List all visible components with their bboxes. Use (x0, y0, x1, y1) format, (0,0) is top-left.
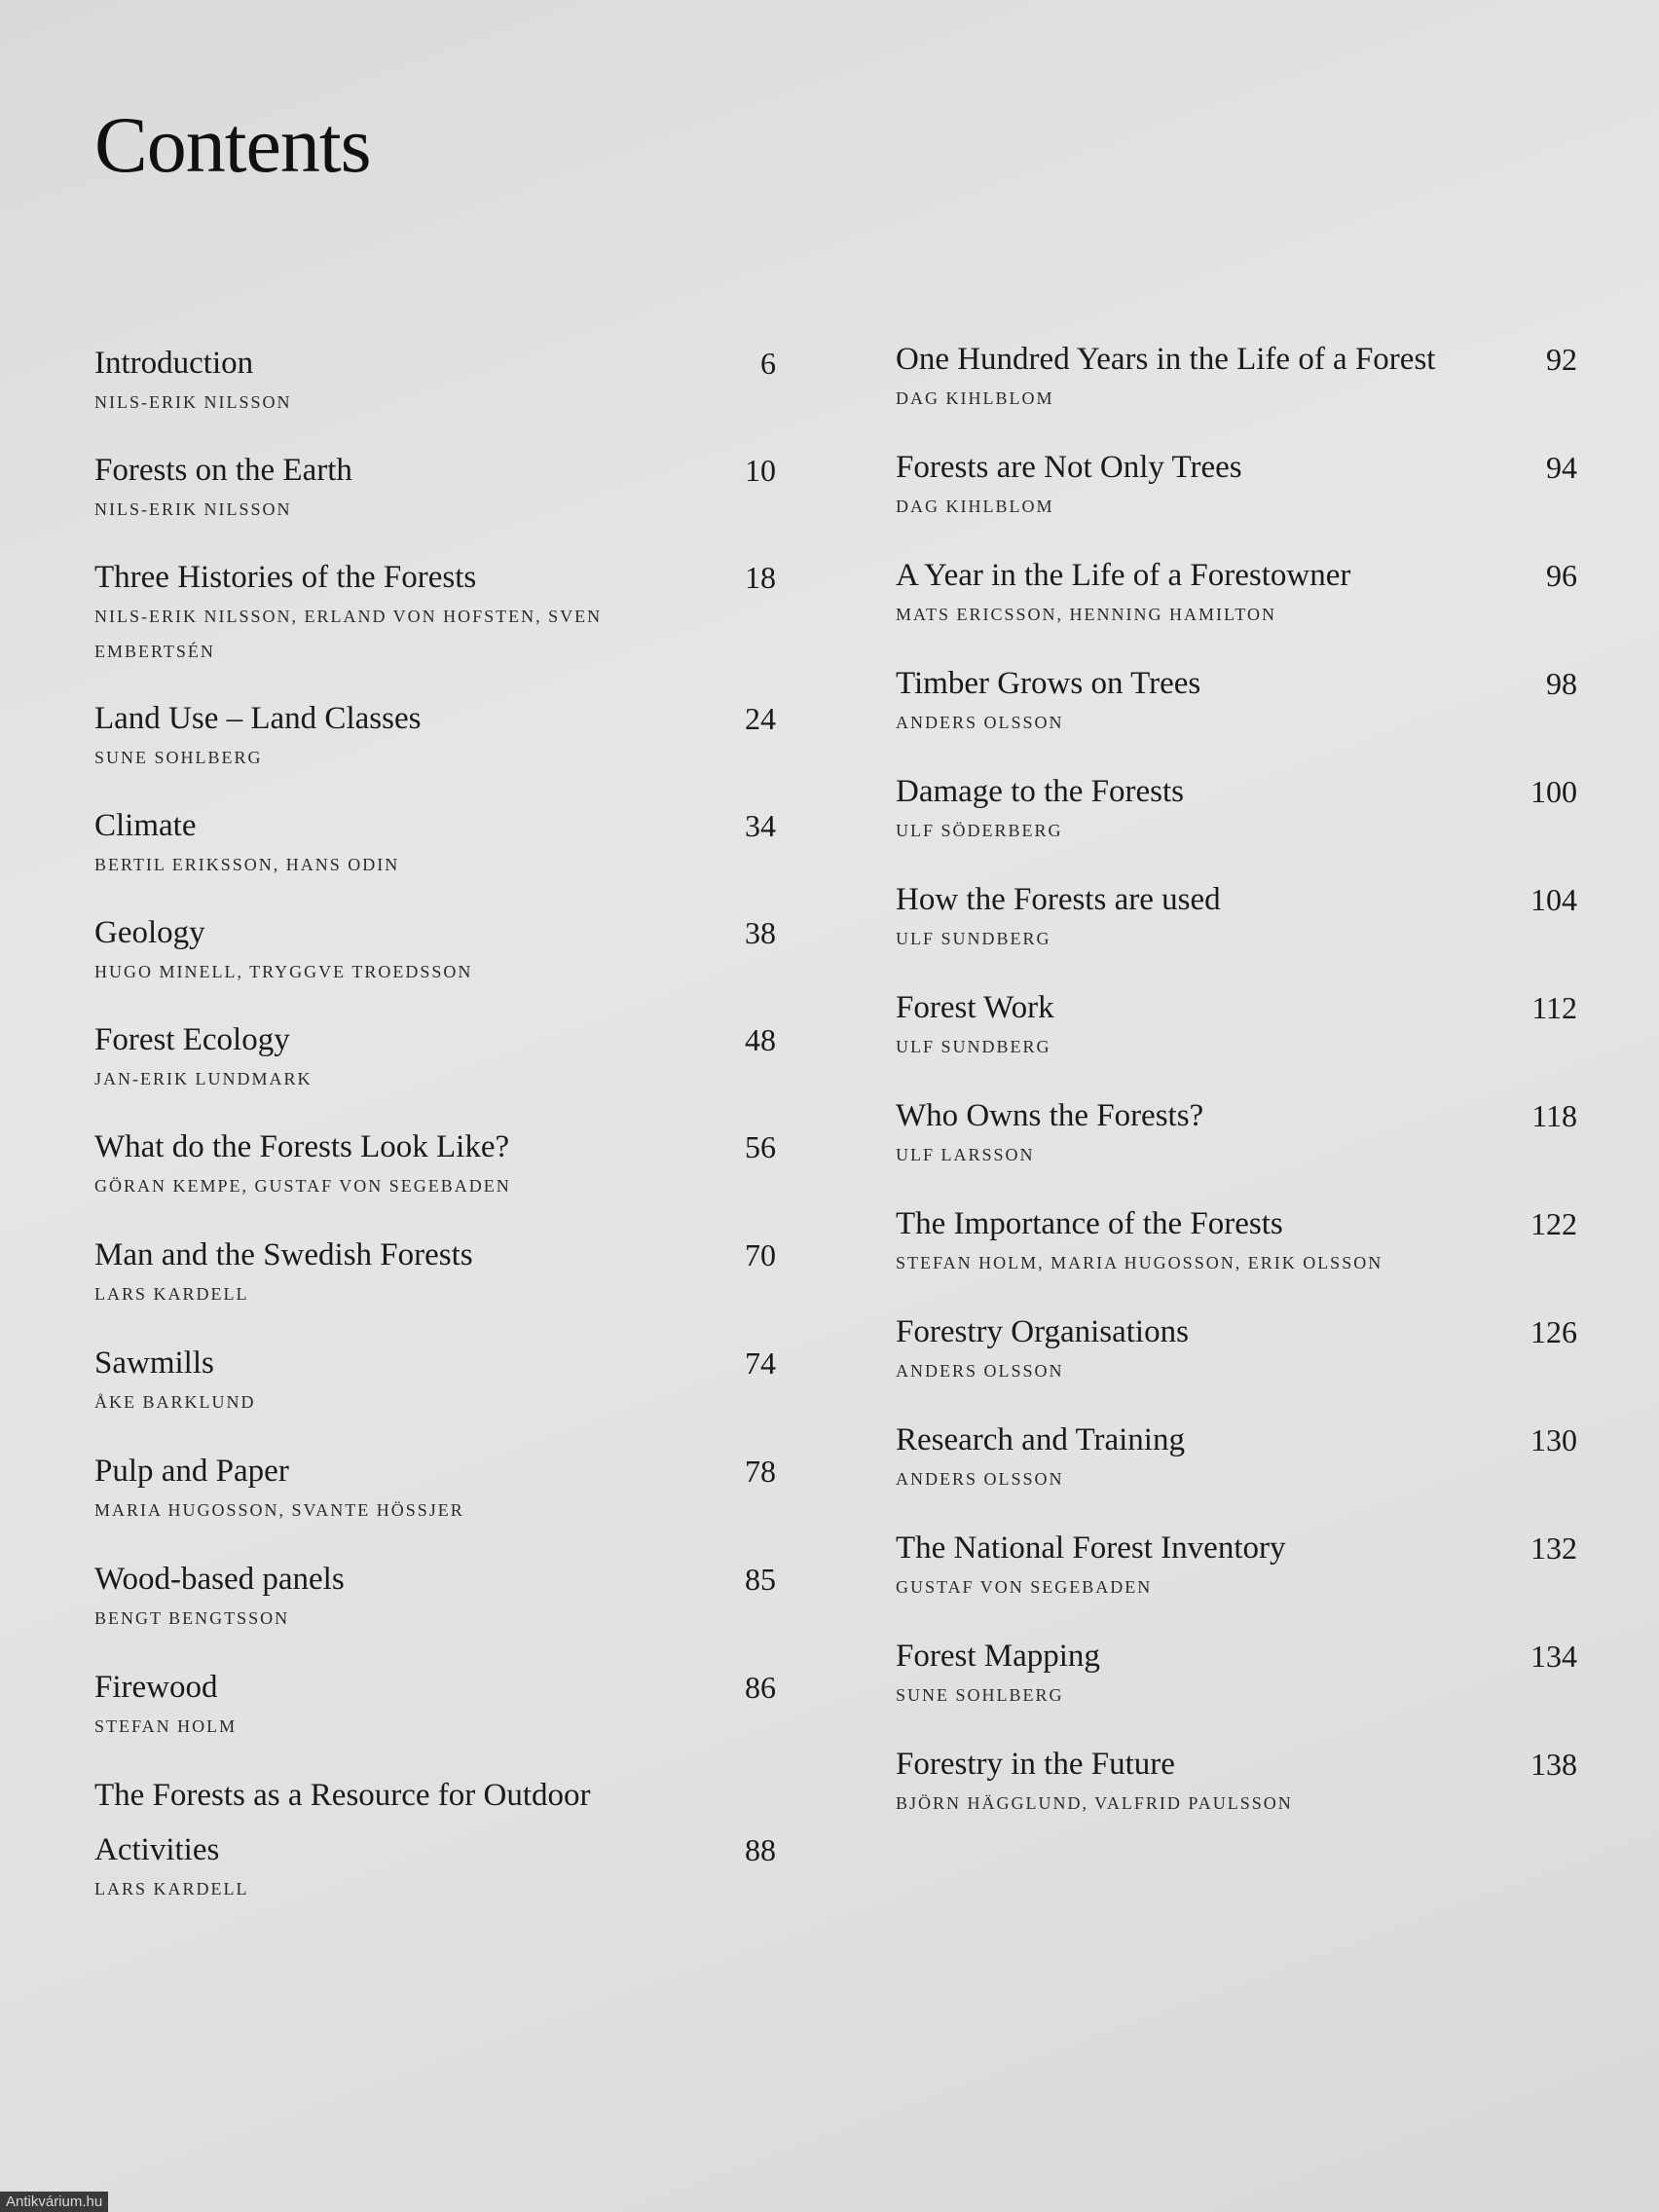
entry-authors: ÅKE BARKLUND (94, 1392, 256, 1412)
entry-title: Forestry in the Future (896, 1747, 1175, 1782)
entry-page-number: 6 (760, 346, 776, 381)
toc-entry (896, 764, 1577, 848)
toc-entry (896, 980, 1577, 1064)
entry-authors: NILS-ERIK NILSSON (94, 392, 292, 412)
entry-page-number: 92 (1546, 342, 1577, 377)
toc-entry (94, 1228, 776, 1311)
entry-authors: LARS KARDELL (94, 1284, 249, 1304)
toc-entry (94, 1013, 776, 1096)
entry-authors: SUNE SOHLBERG (896, 1685, 1064, 1705)
entry-page-number: 98 (1546, 666, 1577, 701)
toc-entry (94, 691, 776, 775)
entry-authors: NILS-ERIK NILSSON, ERLAND VON HOFSTEN, SVEN EMBERTSÉN (94, 607, 603, 661)
entry-authors: DAG KIHLBLOM (896, 388, 1054, 408)
entry-title: Forests are Not Only Trees (896, 450, 1242, 485)
entry-page-number: 18 (745, 560, 776, 595)
entry-page-number: 112 (1531, 990, 1577, 1025)
toc-entry (896, 1197, 1577, 1280)
entry-page-number: 134 (1530, 1639, 1577, 1674)
entry-authors: ULF SÖDERBERG (896, 821, 1063, 840)
toc-entry (94, 1552, 776, 1636)
entry-page-number: 132 (1530, 1530, 1577, 1566)
page-title: Contents (94, 100, 371, 189)
entry-title: Forests on the Earth (94, 453, 352, 488)
toc-entry (896, 548, 1577, 632)
toc-entry (896, 1629, 1577, 1713)
toc-entry (896, 872, 1577, 956)
entry-page-number: 34 (745, 808, 776, 843)
toc-entry (896, 656, 1577, 740)
entry-title: Forest Work (896, 990, 1054, 1025)
entry-title: How the Forests are used (896, 882, 1221, 917)
entry-page-number: 118 (1531, 1098, 1577, 1133)
entry-authors: JAN-ERIK LUNDMARK (94, 1069, 313, 1088)
toc-entry (94, 798, 776, 882)
entry-authors: BJÖRN HÄGGLUND, VALFRID PAULSSON (896, 1793, 1293, 1813)
entry-authors: ANDERS OLSSON (896, 1469, 1064, 1489)
toc-entry (94, 443, 776, 527)
toc-entry (94, 1768, 776, 1906)
toc-entry (896, 1413, 1577, 1496)
entry-page-number: 94 (1546, 450, 1577, 485)
toc-entry (896, 1088, 1577, 1172)
entry-authors: ULF LARSSON (896, 1145, 1035, 1164)
entry-page-number: 86 (745, 1670, 776, 1705)
toc-entry (94, 1120, 776, 1203)
entry-title: Land Use – Land Classes (94, 701, 422, 736)
entry-page-number: 85 (745, 1562, 776, 1597)
entry-title: Who Owns the Forests? (896, 1098, 1204, 1133)
entry-authors: STEFAN HOLM (94, 1716, 238, 1736)
entry-title: A Year in the Life of a Forestowner (896, 558, 1351, 593)
entry-title: Forestry Organisations (896, 1314, 1189, 1349)
entry-title: The National Forest Inventory (896, 1530, 1286, 1566)
toc-entry (896, 1521, 1577, 1604)
entry-title: One Hundred Years in the Life of a Forest (896, 342, 1436, 377)
entry-title: The Forests as a Resource for Outdoor Activities (94, 1778, 591, 1867)
entry-page-number: 48 (745, 1022, 776, 1057)
entry-authors: ULF SUNDBERG (896, 1037, 1051, 1056)
entry-title: Introduction (94, 346, 254, 381)
entry-authors: ANDERS OLSSON (896, 713, 1064, 732)
entry-title: Timber Grows on Trees (896, 666, 1201, 701)
entry-page-number: 138 (1530, 1747, 1577, 1782)
entry-page-number: 130 (1530, 1422, 1577, 1457)
entry-page-number: 56 (745, 1129, 776, 1164)
entry-authors: HUGO MINELL, TRYGGVE TROEDSSON (94, 962, 473, 981)
entry-authors: STEFAN HOLM, MARIA HUGOSSON, ERIK OLSSON (896, 1253, 1383, 1272)
entry-page-number: 24 (745, 701, 776, 736)
entry-page-number: 10 (745, 453, 776, 488)
entry-page-number: 78 (745, 1454, 776, 1489)
entry-title: Sawmills (94, 1346, 214, 1381)
entry-title: Climate (94, 808, 197, 843)
toc-entry (94, 1660, 776, 1744)
entry-page-number: 74 (745, 1346, 776, 1381)
entry-title: Damage to the Forests (896, 774, 1185, 809)
toc-entry (896, 1305, 1577, 1388)
entry-title: Forest Ecology (94, 1022, 290, 1057)
entry-authors: LARS KARDELL (94, 1879, 249, 1899)
watermark: Antikvárium.hu (0, 2192, 108, 2212)
contents-left-column (94, 336, 776, 1991)
contents-right-column (896, 332, 1577, 1987)
entry-authors: ANDERS OLSSON (896, 1361, 1064, 1381)
entry-page-number: 70 (745, 1237, 776, 1272)
entry-authors: MATS ERICSSON, HENNING HAMILTON (896, 605, 1277, 624)
toc-entry (896, 1737, 1577, 1821)
entry-page-number: 96 (1546, 558, 1577, 593)
toc-entry (94, 336, 776, 420)
entry-authors: MARIA HUGOSSON, SVANTE HÖSSJER (94, 1500, 464, 1520)
entry-page-number: 38 (745, 915, 776, 950)
entry-authors: GUSTAF VON SEGEBADEN (896, 1577, 1153, 1597)
entry-title: Three Histories of the Forests (94, 560, 477, 595)
entry-title: Wood-based panels (94, 1562, 345, 1597)
entry-title: The Importance of the Forests (896, 1206, 1283, 1241)
entry-authors: SUNE SOHLBERG (94, 748, 263, 767)
entry-page-number: 104 (1530, 882, 1577, 917)
toc-entry (94, 1444, 776, 1528)
toc-entry (896, 332, 1577, 416)
entry-title: What do the Forests Look Like? (94, 1129, 510, 1164)
entry-page-number: 122 (1530, 1206, 1577, 1241)
entry-title: Firewood (94, 1670, 218, 1705)
entry-authors: BENGT BENGTSSON (94, 1608, 290, 1628)
entry-title: Forest Mapping (896, 1639, 1100, 1674)
entry-page-number: 88 (745, 1832, 776, 1867)
toc-entry (94, 905, 776, 989)
entry-authors: BERTIL ERIKSSON, HANS ODIN (94, 855, 400, 874)
toc-entry (94, 550, 776, 669)
entry-page-number: 100 (1530, 774, 1577, 809)
entry-title: Pulp and Paper (94, 1454, 289, 1489)
entry-authors: NILS-ERIK NILSSON (94, 499, 292, 519)
toc-entry (896, 440, 1577, 524)
toc-entry (94, 1336, 776, 1419)
entry-title: Geology (94, 915, 205, 950)
entry-page-number: 126 (1530, 1314, 1577, 1349)
entry-authors: DAG KIHLBLOM (896, 497, 1054, 516)
entry-authors: GÖRAN KEMPE, GUSTAF VON SEGEBADEN (94, 1176, 511, 1196)
entry-title: Man and the Swedish Forests (94, 1237, 473, 1272)
entry-authors: ULF SUNDBERG (896, 929, 1051, 948)
entry-title: Research and Training (896, 1422, 1185, 1457)
